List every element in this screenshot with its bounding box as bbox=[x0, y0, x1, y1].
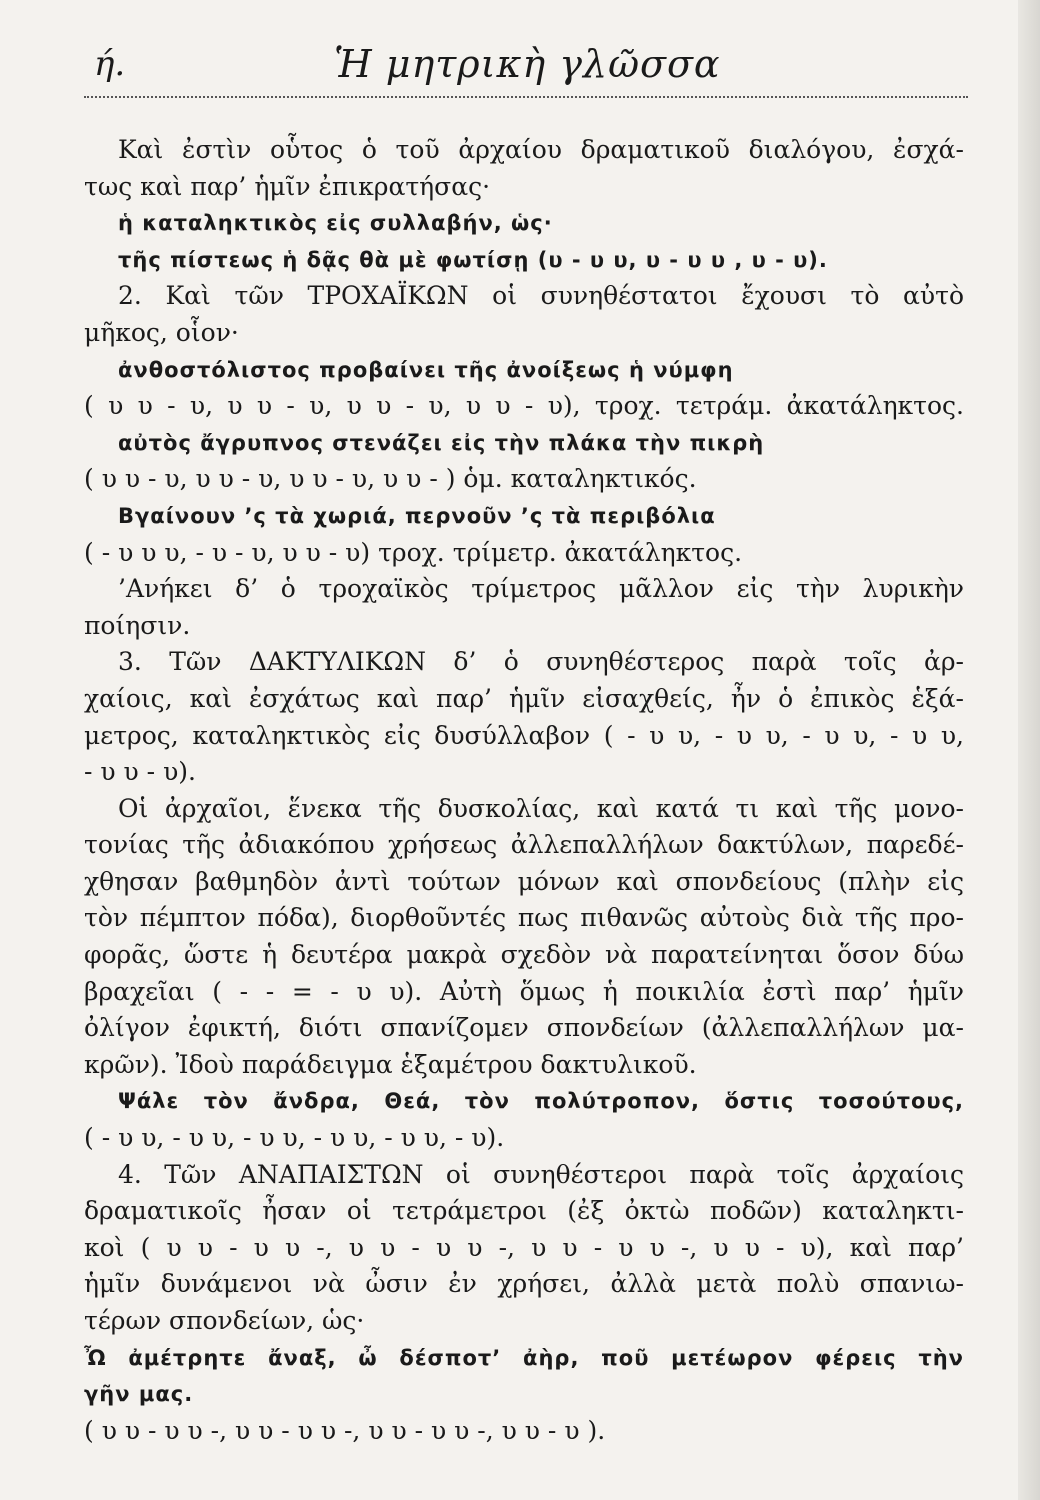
text-line: 4. Τῶν ΑΝΑΠΑΙΣΤΩΝ οἱ συνηθέστεροι παρὰ τοῖς ἀρχαίοις bbox=[118, 1159, 964, 1189]
meter-line: ( υ υ - υ, υ υ - υ, υ υ - υ, υ υ - ) ὁμ. καταληκτικός. bbox=[84, 464, 697, 494]
page-edge bbox=[1018, 0, 1040, 1500]
header-rule bbox=[84, 96, 968, 98]
meter-line: ( υ υ - υ, υ υ - υ, υ υ - υ, υ υ - υ), τροχ. τετράμ. ἀκατάληκτος. bbox=[84, 391, 964, 421]
text-line: δραματικοῖς ἦσαν οἱ τετράμετροι (ἐξ ὀκτὼ ποδῶν) καταληκτι- bbox=[84, 1196, 964, 1226]
page-header bbox=[84, 36, 976, 92]
text-line: τως καὶ παρ’ ἡμῖν ἐπικρατήσας· bbox=[84, 171, 491, 201]
text-line: κρῶν). Ἰδοὺ παράδειγμα ἑξαμέτρου δακτυλικοῦ. bbox=[84, 1049, 697, 1079]
text-line: ποίησιν. bbox=[84, 610, 191, 640]
text-line: Οἱ ἀρχαῖοι, ἕνεκα τῆς δυσκολίας, καὶ κατά τι καὶ τῆς μονο- bbox=[118, 793, 964, 823]
text-line: κοὶ ( υ υ - υ υ -, υ υ - υ υ -, υ υ - υ υ -, υ υ - υ), καὶ παρ’ bbox=[84, 1232, 964, 1262]
text-line: 2. Καὶ τῶν ΤΡΟΧΑΪΚΩΝ οἱ συνηθέστατοι ἔχουσι τὸ αὐτὸ bbox=[118, 281, 964, 311]
text-line: χαίοις, καὶ ἐσχάτως καὶ παρ’ ἡμῖν εἰσαχθείς, ἦν ὁ ἐπικὸς ἑξά- bbox=[84, 683, 964, 713]
verse-line: ἡ καταληκτικὸς εἰς συλλαβήν, ὡς· bbox=[118, 211, 553, 236]
text-line: ἡμῖν δυνάμενοι νὰ ὦσιν ἐν χρήσει, ἀλλὰ μετὰ πολὺ σπανιω- bbox=[84, 1269, 964, 1299]
text-line: μετρος, καταληκτικὸς εἰς δυσύλλαβον ( - υ υ, - υ υ, - υ υ, - υ υ, bbox=[84, 720, 964, 750]
verse-line: αὐτὸς ἄγρυπνος στενάζει εἰς τὴν πλάκα τὴν πικρὴ bbox=[118, 430, 765, 455]
text-line: ὀλίγον ἐφικτή, διότι σπανίζομεν σπονδείων (ἀλλεπαλλήλων μα- bbox=[84, 1013, 964, 1043]
text-line: μῆκος, οἷον· bbox=[84, 317, 239, 347]
text-line: βραχεῖαι ( - - = - υ υ). Αὐτὴ ὅμως ἡ ποικιλία ἐστὶ παρ’ ἡμῖν bbox=[84, 976, 964, 1006]
running-title: Ἡ μητρικὴ γλῶσσα bbox=[334, 42, 721, 86]
text-line: τέρων σπονδείων, ὡς· bbox=[84, 1306, 365, 1335]
page-body bbox=[84, 132, 964, 1449]
verse-line: τῆς πίστεως ἡ δᾷς θὰ μὲ φωτίσῃ (υ - υ υ, υ - υ υ , υ - υ). bbox=[118, 247, 828, 272]
text-line: χθησαν βαθμηδὸν ἀντὶ τούτων μόνων καὶ σπονδείους (πλὴν εἰς bbox=[84, 866, 964, 896]
text-line: τονίας τῆς ἀδιακόπου χρήσεως ἀλλεπαλλήλων δακτύλων, παρεδέ- bbox=[84, 830, 964, 860]
verse-line: Βγαίνουν ’ς τὰ χωριά, περνοῦν ’ς τὰ περιβόλια bbox=[118, 503, 716, 528]
page-number: ή. bbox=[94, 44, 126, 84]
text-line: ’Ανήκει δ’ ὁ τροχαϊκὸς τρίμετρος μᾶλλον εἰς τὴν λυρικὴν bbox=[118, 574, 964, 604]
meter-line: ( - υ υ, - υ υ, - υ υ, - υ υ, - υ υ, - υ). bbox=[84, 1123, 505, 1153]
verse-line: Ὦ ἀμέτρητε ἄναξ, ὦ δέσποτ’ ἀὴρ, ποῦ μετέωρον φέρεις τὴν bbox=[84, 1345, 964, 1370]
verse-line: ἀνθοστόλιστος προβαίνει τῆς ἀνοίξεως ἡ νύμφη bbox=[118, 357, 734, 382]
verse-line: γῆν μας. bbox=[84, 1382, 194, 1407]
text-line: τὸν πέμπτον πόδα), διορθοῦντές πως πιθανῶς αὐτοὺς διὰ τῆς προ- bbox=[84, 903, 964, 933]
verse-line: Ψάλε τὸν ἄνδρα, Θεά, τὸν πολύτροπον, ὅστις τοσούτους, bbox=[118, 1089, 964, 1114]
text-line: Καὶ ἐστὶν οὗτος ὁ τοῦ ἀρχαίου δραματικοῦ διαλόγου, ἐσχά- bbox=[118, 135, 964, 164]
text-line: - υ υ - υ). bbox=[84, 757, 196, 787]
text-line: φορᾶς, ὥστε ἡ δευτέρα μακρὰ σχεδὸν νὰ παρατείνηται ὅσον δύω bbox=[84, 940, 964, 970]
meter-line: ( - υ υ υ, - υ - υ, υ υ - υ) τροχ. τρίμετρ. ἀκατάληκτος. bbox=[84, 537, 743, 567]
text-line: 3. Τῶν ΔΑΚΤΥΛΙΚΩΝ δ’ ὁ συνηθέστερος παρὰ τοῖς ἀρ- bbox=[118, 647, 964, 677]
meter-line: ( υ υ - υ υ -, υ υ - υ υ -, υ υ - υ υ -, υ υ - υ ). bbox=[84, 1415, 606, 1445]
